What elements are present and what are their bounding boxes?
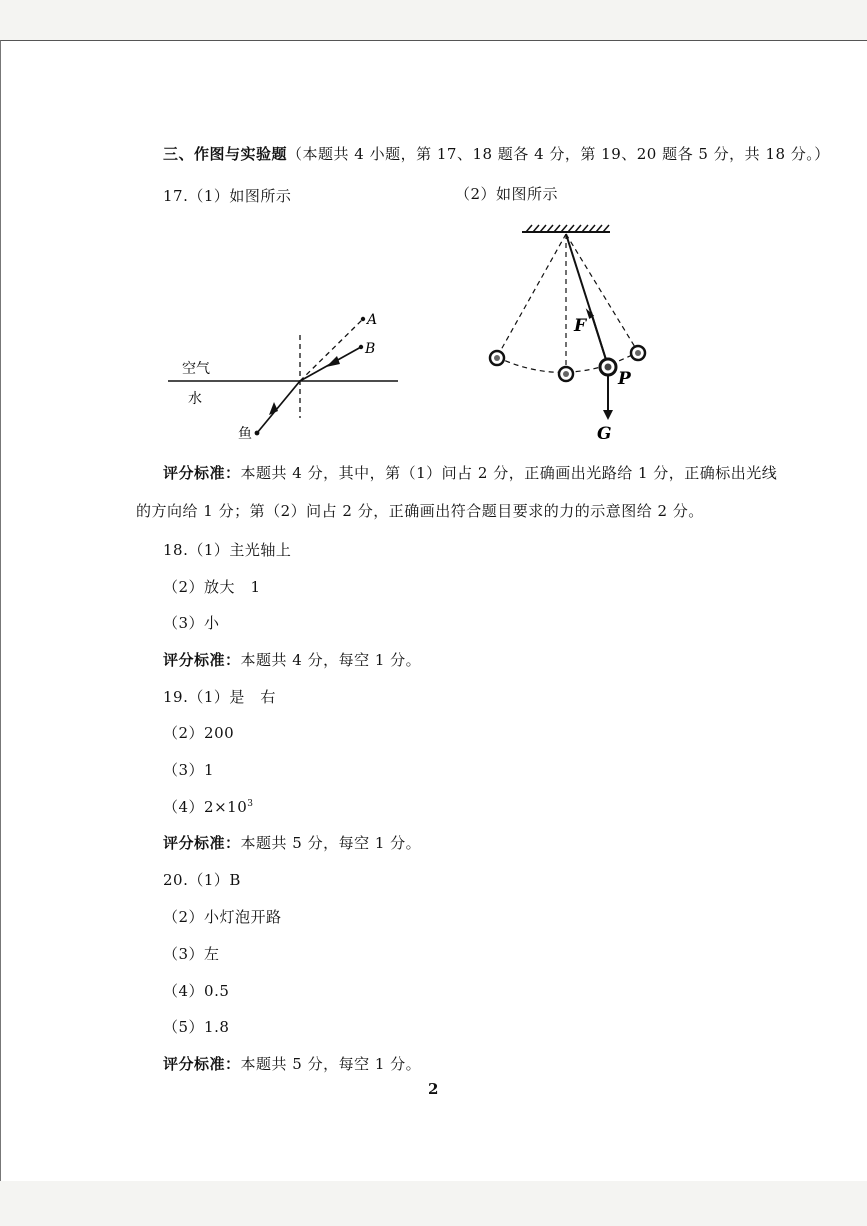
q20-scoring — [163, 1053, 421, 1074]
force-f-label: F — [574, 316, 587, 336]
water-label: 水 — [188, 391, 202, 407]
q20-answer-3: （3）左 — [163, 945, 220, 963]
q19-answer-4-base: （4）2×10 — [163, 798, 248, 816]
point-a-dot — [361, 317, 365, 321]
air-label: 空气 — [182, 361, 210, 377]
q17-scoring-text1: 本题共 4 分，其中，第（1）问占 2 分，正确画出光路给 1 分，正确标出光线 — [240, 464, 778, 482]
q20-answer-2: （2）小灯泡开路 — [163, 908, 282, 926]
point-a-label: A — [367, 312, 378, 328]
q17-part2-label: （2）如图所示 — [455, 185, 559, 203]
point-p-label: P — [618, 369, 631, 389]
q18-answer-2: （2）放大 1 — [163, 578, 261, 596]
q18-scoring — [163, 649, 421, 670]
q19-scoring — [163, 832, 421, 853]
q19-answer-4 — [163, 796, 253, 817]
fish-dot — [255, 431, 260, 436]
q20-scoring-text: 本题共 5 分，每空 1 分。 — [240, 1055, 422, 1073]
gravity-arrowhead — [603, 410, 613, 420]
refraction-diagram — [160, 300, 420, 450]
pendulum-dashed-paths — [497, 234, 638, 373]
fish-label: 鱼 — [238, 426, 252, 442]
answer-sheet-page — [0, 40, 867, 1181]
virtual-image-ray — [300, 319, 363, 381]
pendulum-diagram — [470, 218, 670, 448]
ceiling-hatching — [526, 225, 609, 232]
q20-answer-5: （5）1.8 — [163, 1018, 230, 1036]
incident-ray-water — [257, 381, 300, 433]
q20-answer-1: 20.（1）B — [163, 871, 241, 889]
q19-answer-3: （3）1 — [163, 761, 215, 779]
q19-scoring-text: 本题共 5 分，每空 1 分。 — [240, 834, 422, 852]
q19-answer-2: （2）200 — [163, 724, 235, 742]
q18-scoring-label: 评分标准： — [163, 651, 241, 669]
point-b-dot — [359, 345, 363, 349]
q18-scoring-text: 本题共 4 分，每空 1 分。 — [240, 651, 422, 669]
q19-answer-1: 19.（1）是 右 — [163, 688, 276, 706]
ray-direction-arrow-air — [326, 356, 340, 367]
q17-part1-label: 17.（1）如图所示 — [163, 187, 292, 205]
q20-answer-4: （4）0.5 — [163, 982, 230, 1000]
q19-scoring-label: 评分标准： — [163, 834, 241, 852]
q17-scoring-line1 — [163, 462, 777, 483]
section-heading: 三、作图与实验题 — [163, 145, 288, 163]
force-g-label: G — [597, 424, 612, 444]
q18-answer-3: （3）小 — [163, 614, 220, 632]
page-number: 2 — [428, 1080, 439, 1098]
point-b-label: B — [365, 341, 376, 357]
section-header — [163, 143, 830, 164]
q19-answer-4-exponent: 3 — [247, 799, 254, 809]
section-note: （本题共 4 小题，第 17、18 题各 4 分，第 19、20 题各 5 分，共 18 分。） — [287, 145, 830, 163]
q17-scoring-line2: 的方向给 1 分；第（2）问占 2 分，正确画出符合题目要求的力的示意图给 2 分。 — [136, 502, 704, 520]
q17-scoring-label: 评分标准： — [163, 464, 241, 482]
q20-scoring-label: 评分标准： — [163, 1055, 241, 1073]
q18-answer-1: 18.（1）主光轴上 — [163, 541, 292, 559]
